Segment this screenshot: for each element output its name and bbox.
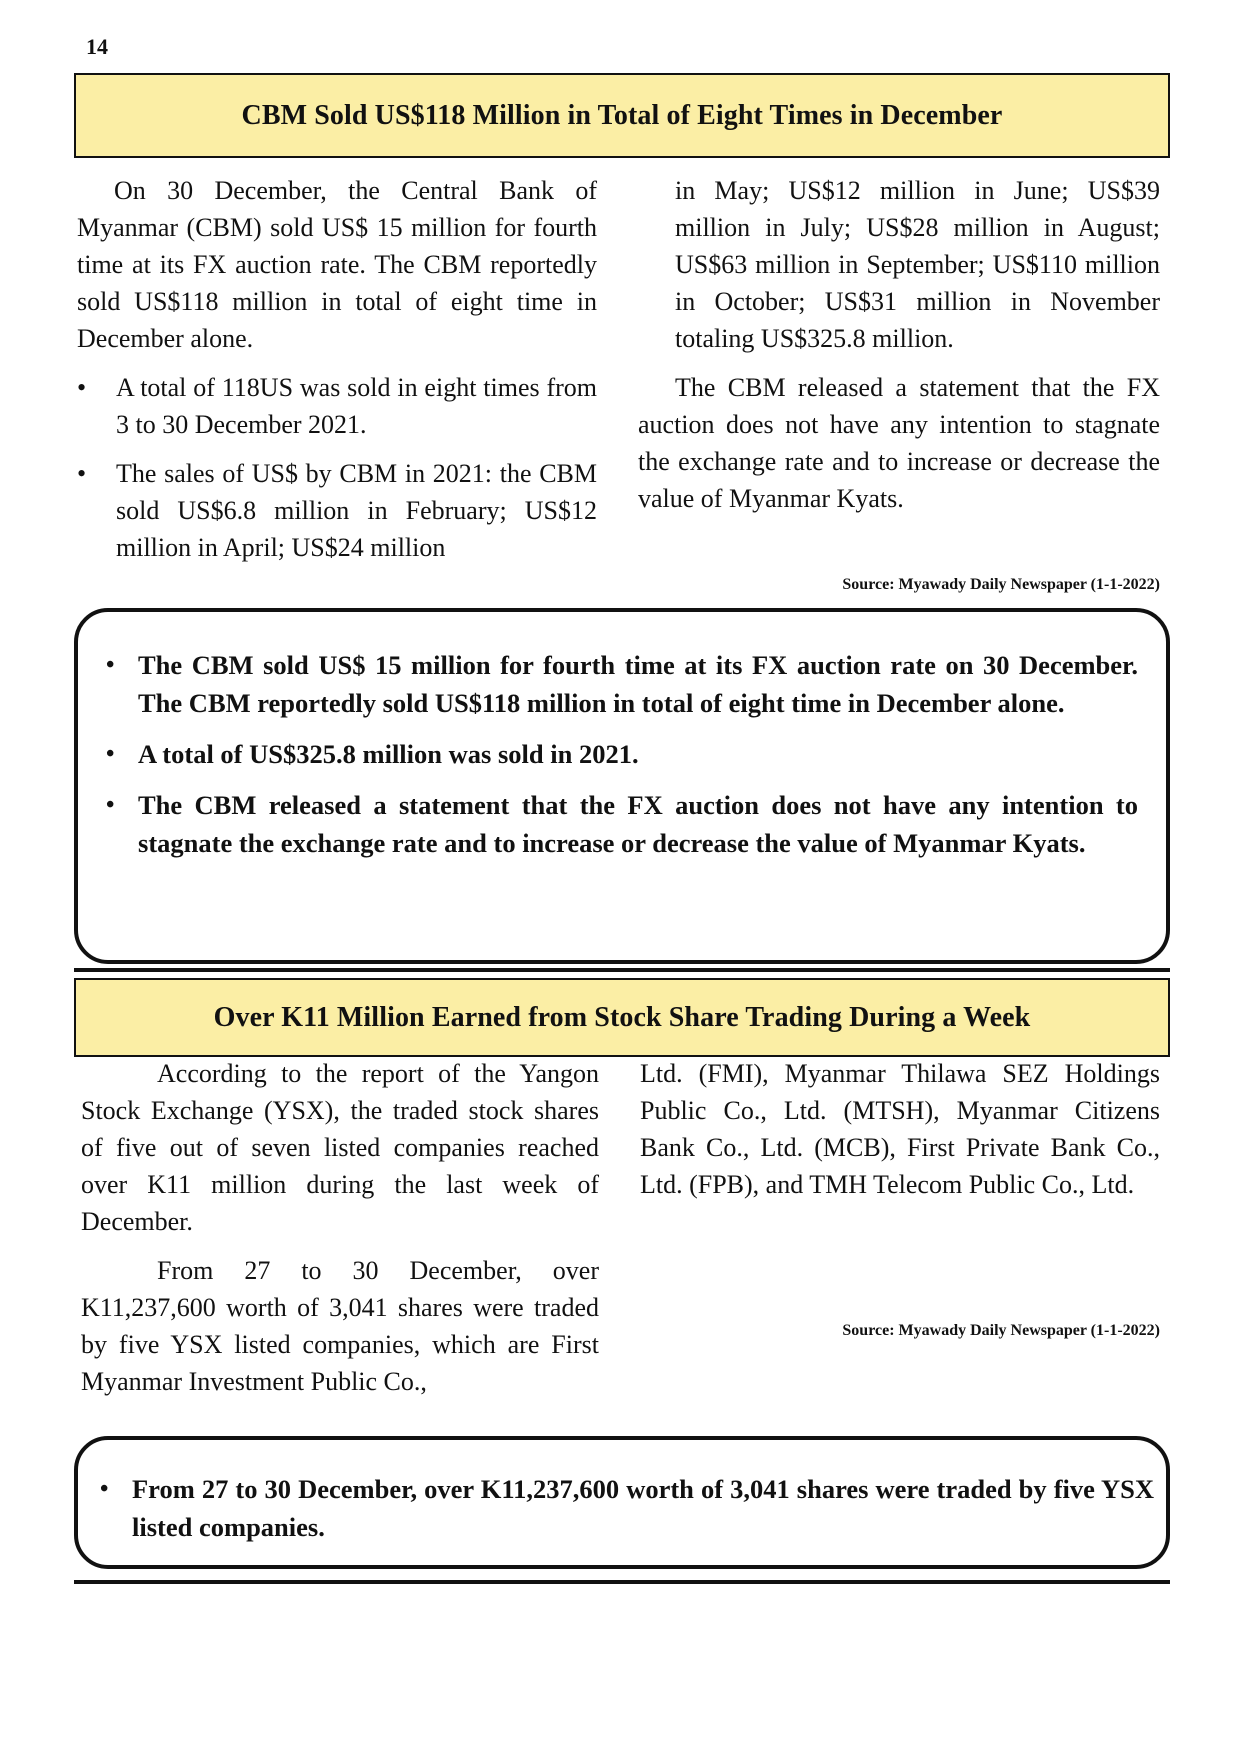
- section-divider: [74, 968, 1170, 972]
- article1-left-column: [77, 172, 597, 578]
- page-number: 14: [86, 34, 108, 59]
- summary1-bullet-2: • A total of US$325.8 million was sold in 2021.: [98, 735, 1138, 773]
- summary2-bullet-1: • From 27 to 30 December, over K11,237,600 worth of 3,041 shares were traded by five YSX listed companies.: [92, 1470, 1154, 1546]
- article2-trading-paragraph: From 27 to 30 December, over K11,237,600 worth of 3,041 shares were traded by five YSX listed companies, which are First Myanmar Investment Public Co.,: [81, 1256, 599, 1396]
- article2-left-column: [81, 1055, 599, 1412]
- summary1-bullet-3: • The CBM released a statement that the FX auction does not have any intention to stagnate the exchange rate and to increase or decrease the value of Myanmar Kyats.: [98, 786, 1138, 862]
- article1-right-column: [638, 172, 1160, 529]
- article1-bullet-list: [77, 369, 597, 566]
- bottom-rule: [74, 1580, 1170, 1584]
- article2-intro-paragraph: According to the report of the Yangon Stock Exchange (YSX), the traded stock shares of five out of seven listed companies reached over K11 million during the last week of December.: [81, 1059, 599, 1236]
- article2-source: Source: Myawady Daily Newspaper (1-1-2022): [842, 1322, 1160, 1339]
- article1-continuation-paragraph: in May; US$12 million in June; US$39 million in July; US$28 million in August; US$63 million in September; US$110 million in October; US$31 million in November totaling US$325.8 million.: [675, 176, 1160, 353]
- summary-box-1: [74, 608, 1170, 964]
- article1-headline: CBM Sold US$118 Million in Total of Eight Times in December: [74, 73, 1170, 158]
- summary1-bullet-1: • The CBM sold US$ 15 million for fourth time at its FX auction rate on 30 December. The CBM reportedly sold US$118 million in total of eight time in December alone.: [98, 646, 1138, 722]
- article1-intro-paragraph: On 30 December, the Central Bank of Myanmar (CBM) sold US$ 15 million for fourth time at its FX auction rate. The CBM reportedly sold US$118 million in total of eight time in December alone.: [77, 176, 597, 353]
- article1-bullet-2: • The sales of US$ by CBM in 2021: the CBM sold US$6.8 million in February; US$12 million in April; US$24 million: [77, 455, 597, 566]
- article2-right-column: [640, 1055, 1160, 1215]
- article1-statement-paragraph: The CBM released a statement that the FX auction does not have any intention to stagnate the exchange rate and to increase or decrease the value of Myanmar Kyats.: [638, 373, 1160, 513]
- article1-bullet-1: • A total of 118US was sold in eight times from 3 to 30 December 2021.: [77, 369, 597, 443]
- article2-continuation-paragraph: Ltd. (FMI), Myanmar Thilawa SEZ Holdings Public Co., Ltd. (MTSH), Myanmar Citizens Bank Co., Ltd. (MCB), First Private Bank Co., Ltd. (FPB), and TMH Telecom Public Co., Ltd.: [640, 1059, 1160, 1199]
- summary-box-2: [74, 1436, 1170, 1569]
- article2-headline: Over K11 Million Earned from Stock Share Trading During a Week: [74, 978, 1170, 1057]
- article1-source: Source: Myawady Daily Newspaper (1-1-2022): [842, 576, 1160, 593]
